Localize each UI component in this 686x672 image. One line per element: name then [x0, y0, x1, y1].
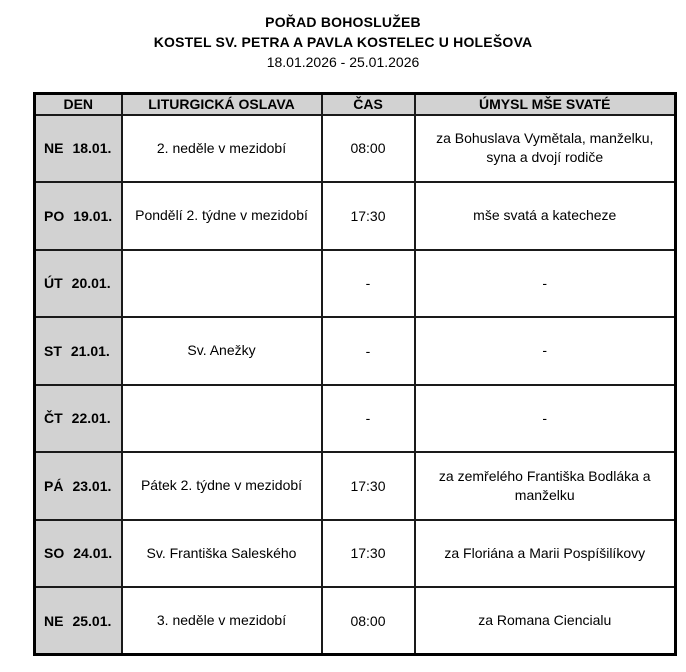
intention-cell: za zemřelého Františka Bodláka a manželku: [415, 452, 676, 520]
time-cell: 08:00: [322, 587, 415, 655]
day-abbr: PO: [44, 207, 65, 224]
celebration-cell: Pátek 2. týdne v mezidobí: [122, 452, 322, 520]
day-date: 21.01.: [70, 342, 110, 359]
celebration-cell: Sv. Františka Saleského: [122, 520, 322, 588]
intention-cell: -: [415, 250, 676, 318]
time-cell: 17:30: [322, 182, 415, 250]
time-cell: 17:30: [322, 520, 415, 588]
celebration-cell: 3. neděle v mezidobí: [122, 587, 322, 655]
page-subtitle: KOSTEL SV. PETRA A PAVLA KOSTELEC U HOLEŠOVA: [153, 34, 533, 50]
intention-cell: mše svatá a katecheze: [415, 182, 676, 250]
day-cell: [35, 250, 122, 318]
table-row: [35, 182, 676, 250]
day-date: 23.01.: [72, 477, 112, 494]
page-title: POŘAD BOHOSLUŽEB: [265, 14, 421, 30]
time-cell: -: [322, 250, 415, 318]
celebration-cell: [122, 385, 322, 453]
intention-cell: za Floriána a Marii Pospíšilíkovy: [415, 520, 676, 588]
day-abbr: PÁ: [44, 477, 64, 494]
day-cell: [35, 182, 122, 250]
day-cell: [35, 587, 122, 655]
day-abbr: ÚT: [44, 275, 63, 292]
day-date: 19.01.: [73, 207, 113, 224]
table-row: [35, 587, 676, 655]
table-header-row: [35, 94, 676, 115]
day-date: 22.01.: [71, 410, 111, 427]
intention-cell: -: [415, 317, 676, 385]
time-cell: 17:30: [322, 452, 415, 520]
time-cell: -: [322, 317, 415, 385]
day-date: 25.01.: [72, 612, 112, 629]
day-date: 20.01.: [71, 275, 111, 292]
column-header-den: DEN: [35, 94, 122, 115]
day-abbr: NE: [44, 612, 64, 629]
table-row: [35, 520, 676, 588]
time-cell: -: [322, 385, 415, 453]
celebration-cell: [122, 250, 322, 318]
celebration-cell: Pondělí 2. týdne v mezidobí: [122, 182, 322, 250]
schedule-table: [33, 92, 677, 656]
table-row: [35, 452, 676, 520]
intention-cell: za Romana Ciencialu: [415, 587, 676, 655]
day-abbr: NE: [44, 140, 64, 157]
table-row: [35, 250, 676, 318]
date-range: 18.01.2026 - 25.01.2026: [266, 54, 420, 70]
time-cell: 08:00: [322, 115, 415, 183]
day-cell: [35, 317, 122, 385]
day-cell: [35, 115, 122, 183]
day-abbr: ST: [44, 342, 62, 359]
intention-cell: -: [415, 385, 676, 453]
celebration-cell: Sv. Anežky: [122, 317, 322, 385]
intention-cell: za Bohuslava Vymětala, manželku, syna a dvojí rodiče: [415, 115, 676, 183]
day-cell: [35, 520, 122, 588]
document-header: [0, 0, 686, 72]
day-abbr: SO: [44, 545, 65, 562]
day-cell: [35, 385, 122, 453]
day-date: 24.01.: [73, 545, 113, 562]
day-cell: [35, 452, 122, 520]
column-header-cas: ČAS: [322, 94, 415, 115]
celebration-cell: 2. neděle v mezidobí: [122, 115, 322, 183]
day-abbr: ČT: [44, 410, 63, 427]
table-row: [35, 317, 676, 385]
day-date: 18.01.: [72, 140, 112, 157]
table-row: [35, 115, 676, 183]
column-header-umysl: ÚMYSL MŠE SVATÉ: [415, 94, 676, 115]
column-header-liturgicka-oslava: LITURGICKÁ OSLAVA: [122, 94, 322, 115]
table-row: [35, 385, 676, 453]
